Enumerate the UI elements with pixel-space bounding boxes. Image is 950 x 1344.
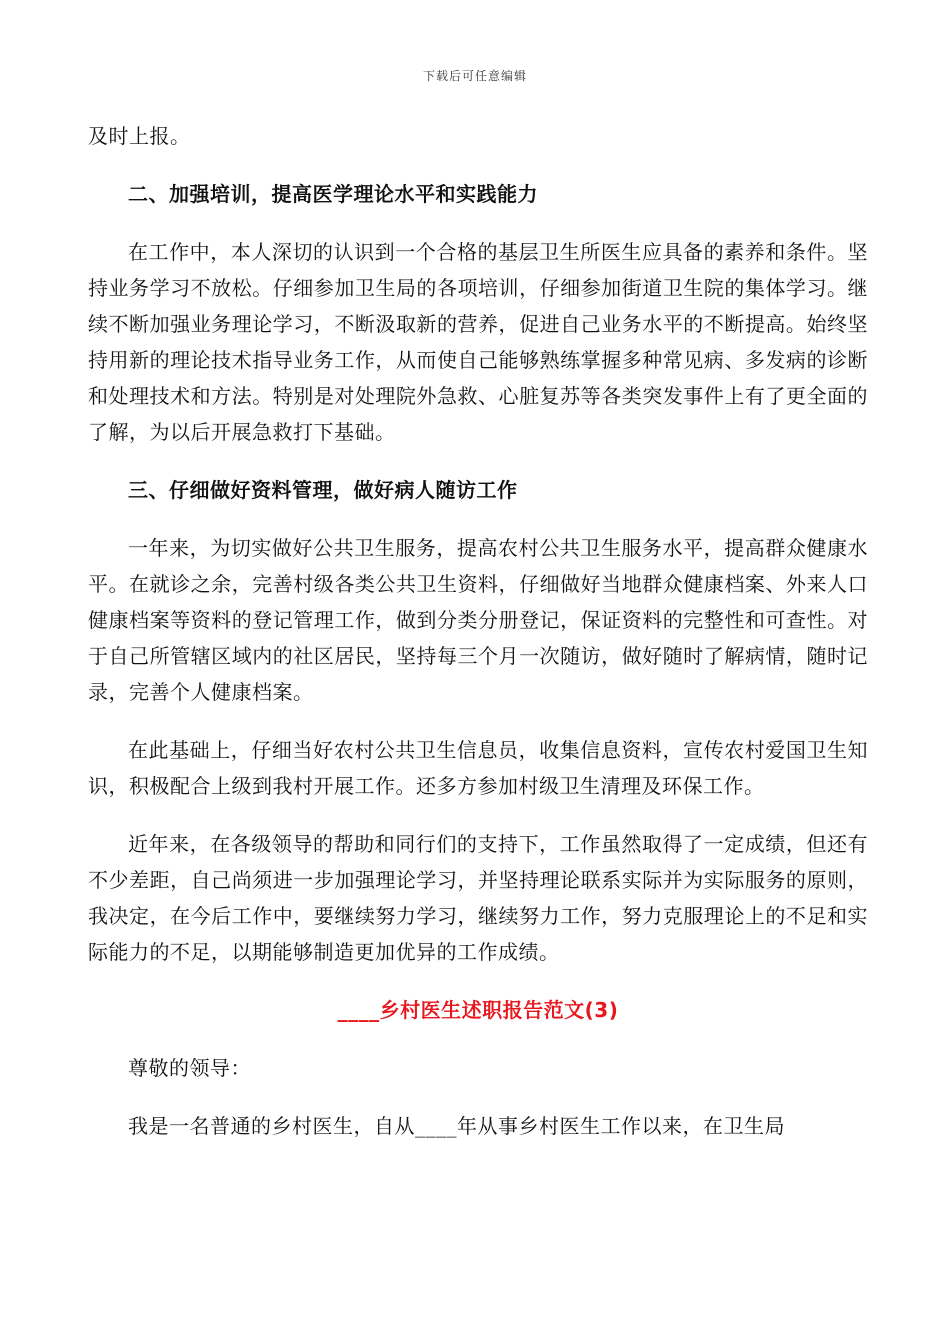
- page-header-note: 下载后可任意编辑: [422, 69, 527, 83]
- paragraph-conclusion: 近年来，在各级领导的帮助和同行们的支持下，工作虽然取得了一定成绩，但还有不少差距，自己尚须进一步加强理论学习，并坚持理论联系实际并为实际服务的原则，我决定，在今后工作中，要继续努力学习，继续努力工作，努力克服理论上的不足和实际能力的不足，以期能够制造更加优异的工作成绩。: [88, 832, 868, 964]
- report-title: ____乡村医生述职报告范文(3): [337, 998, 619, 1022]
- greeting: 尊敬的领导：: [128, 1056, 251, 1080]
- paragraph-records: 一年来，为切实做好公共卫生服务，提高农村公共卫生服务水平，提高群众健康水平。在就诊之余，完善村级各类公共卫生资料，仔细做好当地群众健康档案、外来人口健康档案等资料的登记管理工作，做到分类分册登记，保证资料的完整性和可查性。对于自己所管辖区域内的社区居民，坚持每三个月一次随访，做好随时了解病情，随时记录，完善个人健康档案。: [88, 536, 868, 704]
- paragraph-training: 在工作中，本人深切的认识到一个合格的基层卫生所医生应具备的素养和条件。坚持业务学习不放松。仔细参加卫生局的各项培训，仔细参加街道卫生院的集体学习。继续不断加强业务理论学习，不断汲取新的营养，促进自己业务水平的不断提高。始终坚持用新的理论技术指导业务工作，从而使自己能够熟练掌握多种常见病、多发病的诊断和处理技术和方法。特别是对处理院外急救、心脏复苏等各类突发事件上有了更全面的了解，为以后开展急救打下基础。: [88, 240, 868, 444]
- paragraph-intro: 我是一名普通的乡村医生，自从____年从事乡村医生工作以来，在卫生局: [128, 1114, 785, 1138]
- paragraph-info-officer: 在此基础上，仔细当好农村公共卫生信息员，收集信息资料，宣传农村爱国卫生知识，积极配合上级到我村开展工作。还多方参加村级卫生清理及环保工作。: [88, 738, 868, 798]
- section-heading-3: 三、仔细做好资料管理，做好病人随访工作: [128, 478, 518, 502]
- document-body: [88, 118, 868, 1166]
- section-heading-2: 二、加强培训，提高医学理论水平和实践能力: [128, 182, 538, 206]
- paragraph-continuation: 及时上报。: [88, 124, 191, 148]
